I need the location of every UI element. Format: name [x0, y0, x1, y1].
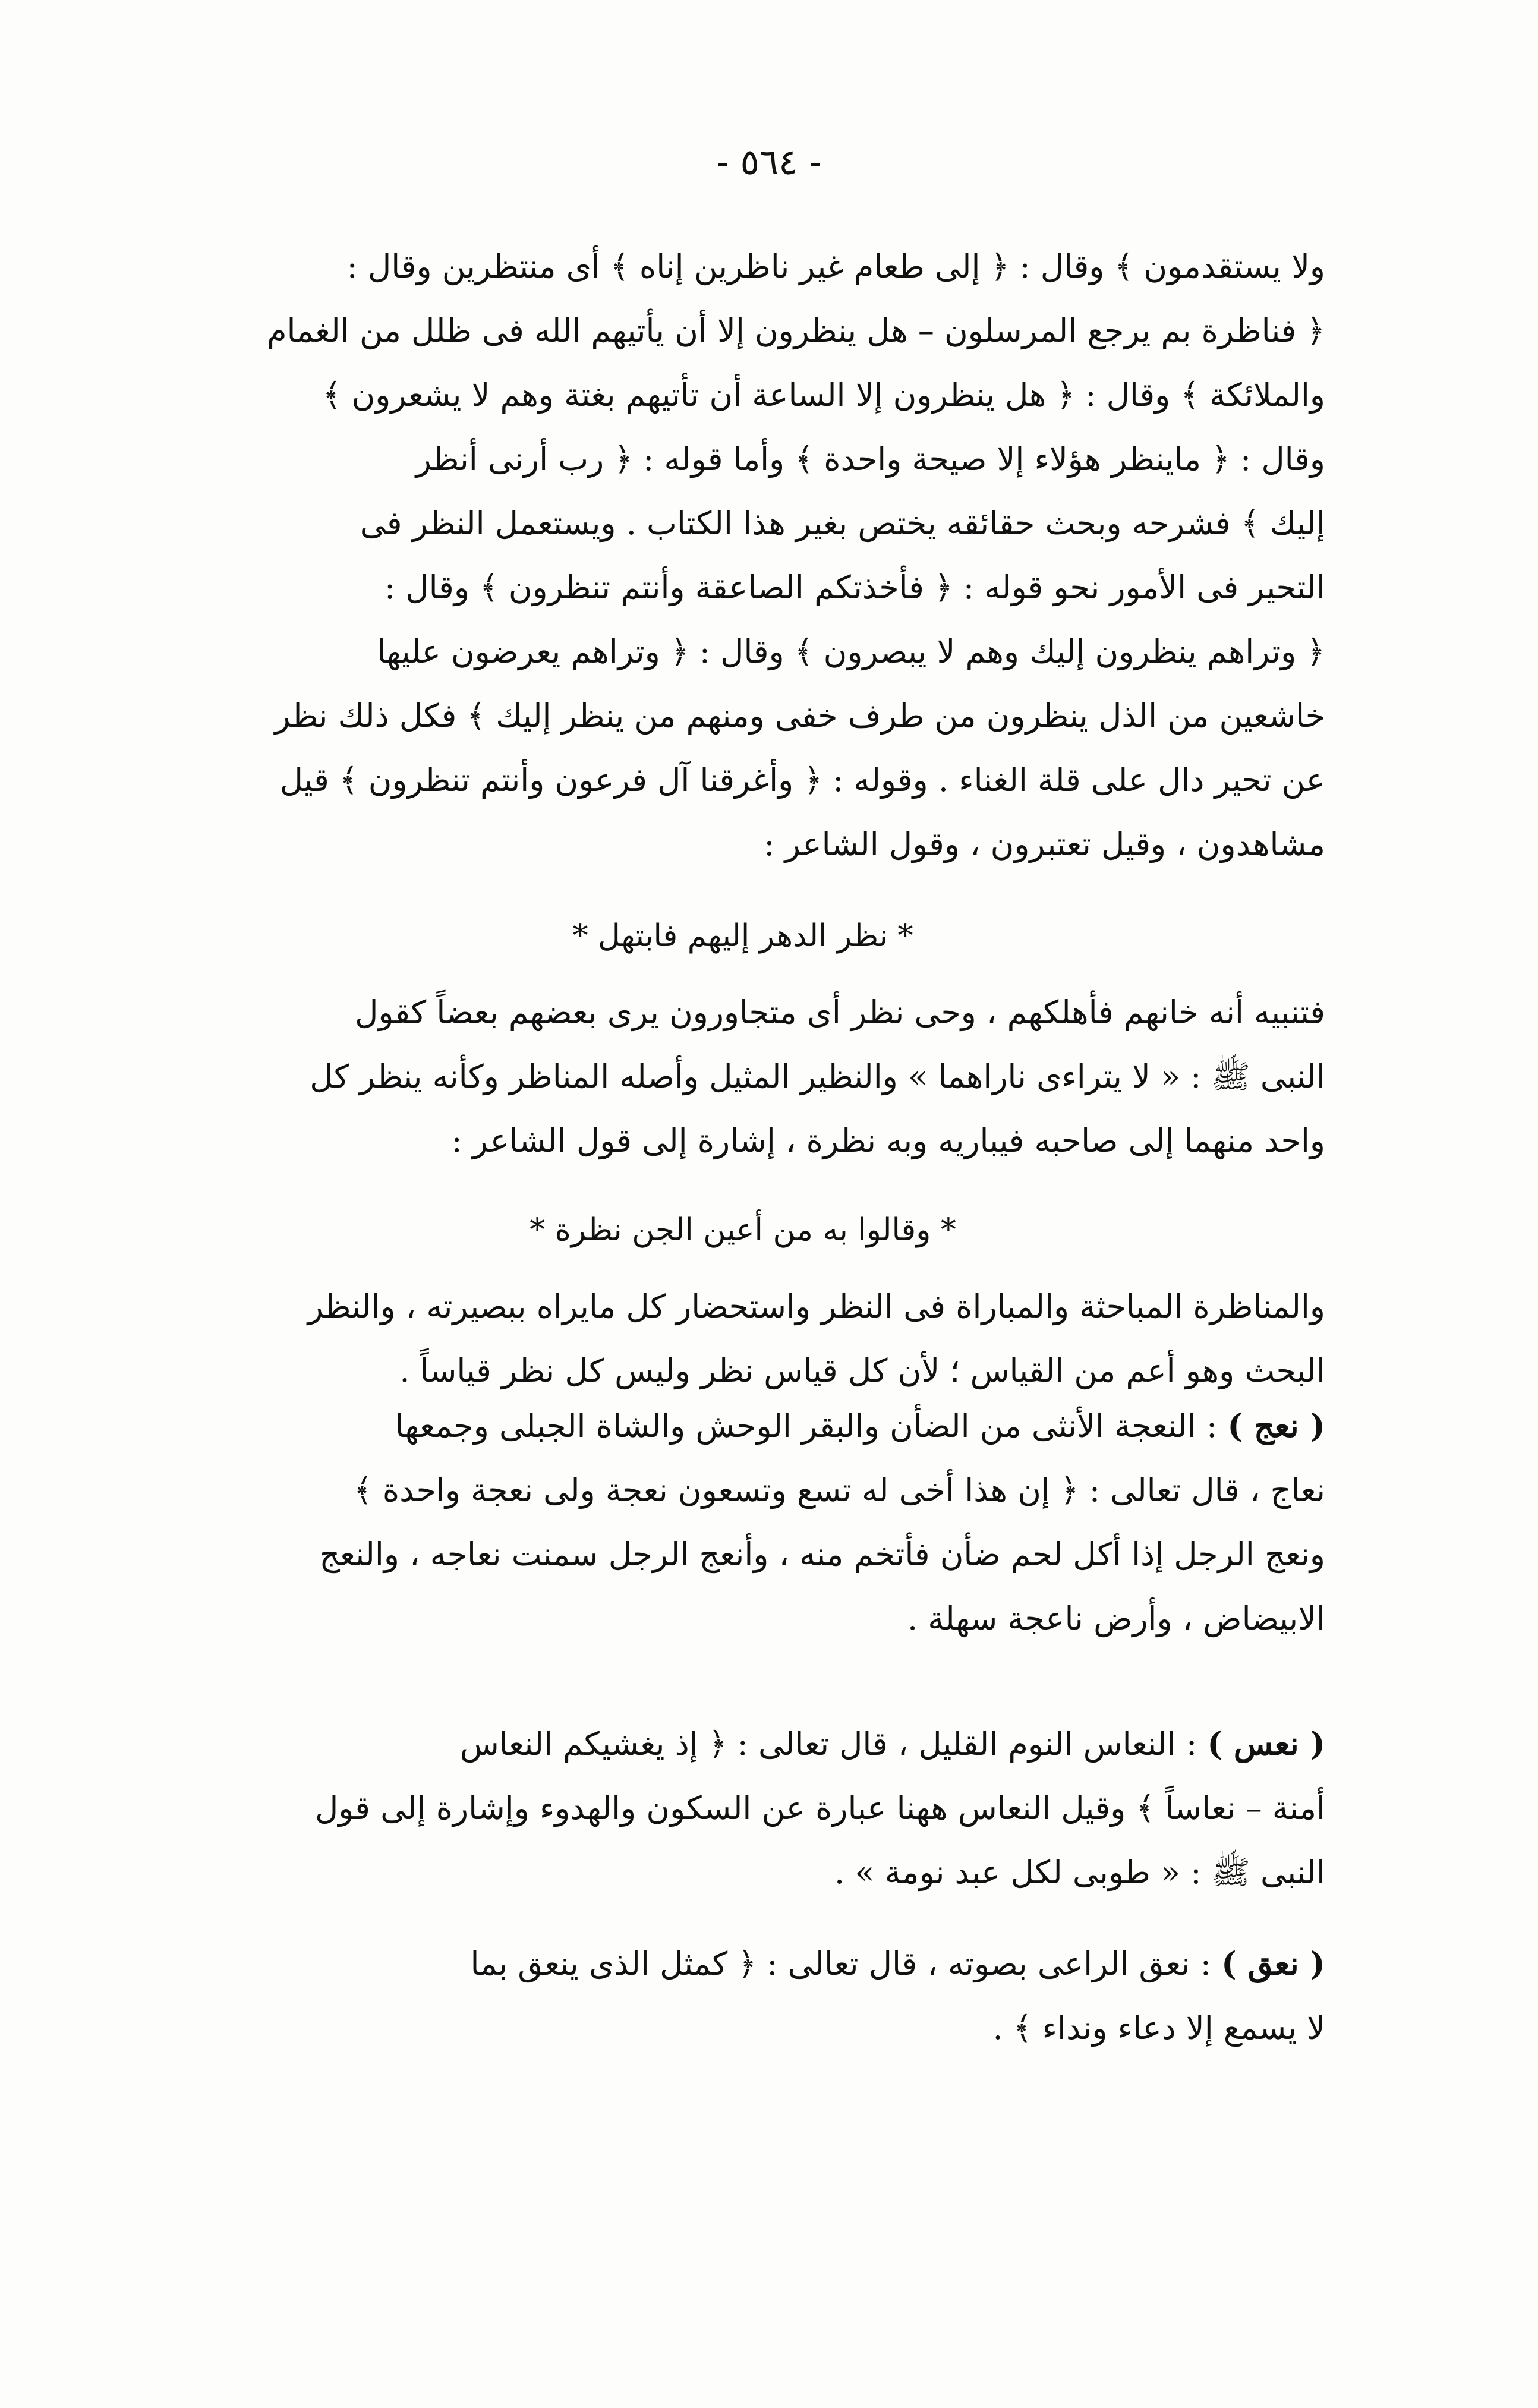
text-line	[160, 1712, 1325, 1776]
text-line: والملائكة ﴾ وقال : ﴿ هل ينظرون إلا الساعة أن تأتيهم بغتة وهم لا يشعرون ﴾	[322, 376, 1325, 414]
entry-text: : النعاس النوم القليل ، قال تعالى : ﴿ إذ يغشيكم النعاس	[459, 1725, 1208, 1763]
entry-text: : نعق الراعى بصوته ، قال تعالى : ﴿ كمثل الذى ينعق بما	[470, 1945, 1222, 1982]
text-line: أمنة – نعاساً ﴾ وقيل النعاس ههنا عبارة عن السكون والهدوء وإشارة إلى قول	[314, 1789, 1325, 1827]
text-line: وقال : ﴿ ماينظر هؤلاء إلا صيحة واحدة ﴾ وأما قوله : ﴿ رب أرنى أنظر	[415, 440, 1325, 478]
text-line	[160, 1931, 1325, 1996]
text-line: خاشعين من الذل ينظرون من طرف خفى ومنهم من ينظر إليك ﴾ فكل ذلك نظر	[275, 697, 1325, 735]
text-line: واحد منهما إلى صاحبه فيباريه وبه نظرة ، إشارة إلى قول الشاعر :	[451, 1122, 1325, 1159]
text-line: نعاج ، قال تعالى : ﴿ إن هذا أخى له تسع وتسعون نعجة ولى نعجة واحدة ﴾	[354, 1471, 1325, 1509]
entry-text: : النعجة الأنثى من الضأن والبقر الوحش والشاة الجبلى وجمعها	[395, 1407, 1228, 1445]
text-line: ونعج الرجل إذا أكل لحم ضأن فأتخم منه ، وأنعج الرجل سمنت نعاجه ، والنعج	[319, 1536, 1325, 1573]
text-line: البحث وهو أعم من القياس ؛ لأن كل قياس نظر وليس كل نظر قياساً .	[399, 1352, 1325, 1389]
text-line: مشاهدون ، وقيل تعتبرون ، وقول الشاعر :	[764, 825, 1325, 863]
dictionary-entry-naas	[160, 1712, 1325, 1905]
paragraph-munazara	[160, 1275, 1325, 1403]
dictionary-entry-naaq	[160, 1931, 1325, 2060]
text-line: عن تحير دال على قلة الغناء . وقوله : ﴿ وأغرقنا آل فرعون وأنتم تنظرون ﴾ قيل	[279, 761, 1325, 799]
text-line: ﴿ فناظرة بم يرجع المرسلون – هل ينظرون إلا أن يأتيهم الله فى ظلل من الغمام	[267, 312, 1325, 349]
text-line: الابيضاض ، وأرض ناعجة سهلة .	[907, 1600, 1325, 1637]
text-line: إليك ﴾ فشرحه وبحث حقائقه يختص بغير هذا الكتاب . ويستعمل النظر فى	[360, 505, 1325, 542]
text-line	[160, 1394, 1325, 1458]
entry-headword: ( نعق )	[1221, 1944, 1325, 1982]
text-line: النبى ﷺ : « طوبى لكل عبد نومة » .	[834, 1854, 1325, 1891]
entry-headword: ( نعس )	[1207, 1725, 1325, 1763]
text-line: النبى ﷺ : « لا يتراءى ناراهما » والنظير المثيل وأصله المناظر وكأنه ينظر كل	[310, 1058, 1325, 1095]
paragraph-nazir	[160, 981, 1325, 1173]
text-line: ولا يستقدمون ﴾ وقال : ﴿ إلى طعام غير ناظرين إناه ﴾ أى منتظرين وقال :	[346, 248, 1325, 285]
page-number: - ٥٦٤ -	[717, 141, 821, 183]
poetry-verse: * نظر الدهر إليهم فابتهل *	[572, 918, 913, 954]
text-line: فتنبيه أنه خانهم فأهلكهم ، وحى نظر أى متجاورون يرى بعضهم بعضاً كقول	[355, 994, 1325, 1031]
text-line: ﴿ وتراهم ينظرون إليك وهم لا يبصرون ﴾ وقال : ﴿ وتراهم يعرضون عليها	[377, 633, 1325, 670]
text-line: والمناظرة المباحثة والمباراة فى النظر واستحضار كل مايراه ببصيرته ، والنظر	[307, 1288, 1325, 1325]
dictionary-entry-naaj	[160, 1394, 1325, 1651]
text-line: التحير فى الأمور نحو قوله : ﴿ فأخذتكم الصاعقة وأنتم تنظرون ﴾ وقال :	[384, 569, 1325, 606]
entry-headword: ( نعج )	[1227, 1407, 1325, 1445]
poetry-verse: * وقالوا به من أعين الجن نظرة *	[530, 1212, 956, 1248]
paragraph-nazar-usages	[160, 235, 1325, 877]
text-line: لا يسمع إلا دعاء ونداء ﴾ .	[992, 2009, 1325, 2047]
